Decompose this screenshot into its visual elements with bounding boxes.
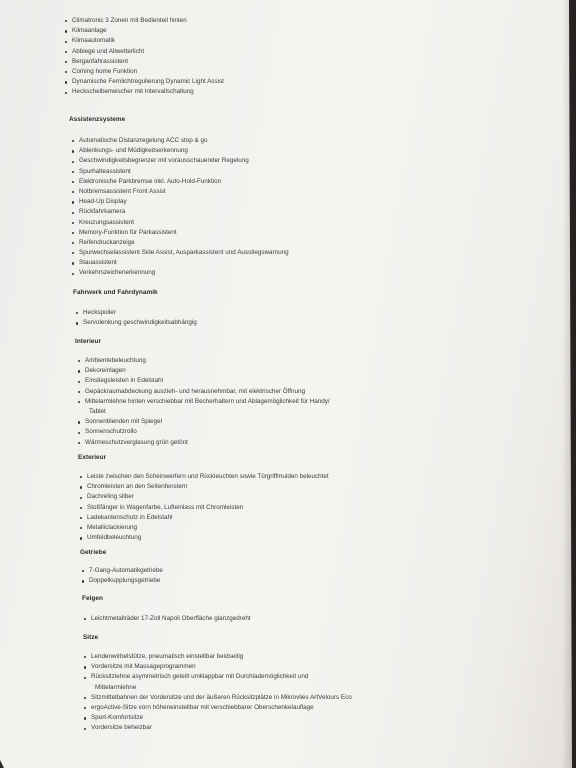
list-item: Dynamische Fernlichtregulierung Dynamic Light Assist bbox=[65, 77, 224, 87]
list-item: Tablet bbox=[89, 407, 106, 415]
list-item: Heckspoiler bbox=[76, 308, 197, 318]
list-interieur bbox=[78, 356, 330, 448]
list-item: Metalliclackierung bbox=[80, 523, 329, 533]
list-item: Sport-Komfortsitze bbox=[84, 713, 352, 723]
list-item: Geschwindigkeitsbegrenzer mit vorausschauender Regelung bbox=[72, 156, 289, 166]
list-item: Spurwechselassistent Side Assist, Ausparkassistent und Ausstiegswarnung bbox=[72, 248, 289, 258]
list-item: Elektronische Parkbremse inkl. Auto-Hold-Funktion bbox=[72, 177, 289, 187]
heading-interieur: Interieur bbox=[75, 338, 102, 345]
list-item: Coming home Funktion bbox=[65, 67, 224, 77]
list-item: Mittelarmlehne hinten verschiebbar mit Becherhaltern und Ablagemöglichkeit für Handy/ bbox=[78, 397, 330, 407]
list-fahrwerk bbox=[76, 308, 197, 328]
list-exterieur bbox=[80, 472, 329, 543]
heading-getriebe: Getriebe bbox=[80, 549, 107, 556]
list-item: Leiste zwischen den Scheinwerfern und Rückleuchten sowie Türgriffmulden beleuchtet bbox=[80, 472, 329, 482]
list-item: Mittelarmlehne bbox=[95, 683, 137, 691]
list-item: Abbiege und Allwetterlicht bbox=[65, 47, 224, 57]
list-item: Vordersitze beheizbar bbox=[84, 723, 352, 733]
list-felgen bbox=[84, 614, 251, 624]
list-item: Ambientebeleuchtung bbox=[78, 356, 330, 366]
list-item: Sonnenblenden mit Spiegel bbox=[78, 417, 330, 427]
list-item: Dachreling silber bbox=[80, 492, 329, 502]
heading-sitze: Sitze bbox=[83, 634, 99, 641]
list-sitze bbox=[84, 652, 352, 734]
list-item: Leichtmetallräder 17-Zoll Napoli Oberfläche glanzgedreht bbox=[84, 614, 251, 624]
list-item: Vordersitze mit Massageprogrammen bbox=[84, 662, 352, 672]
list-item: Doppelkupplungsgetriebe bbox=[82, 576, 163, 586]
list-item: Reifendruckanzeige bbox=[72, 238, 289, 248]
list-item: Dekoreinlagen bbox=[78, 366, 330, 376]
list-item: Klimaanlage bbox=[65, 26, 224, 36]
heading-felgen: Felgen bbox=[82, 595, 103, 602]
page-edge-shadow bbox=[562, 0, 576, 768]
list-item: Spurhalteassistent bbox=[72, 167, 289, 177]
list-item: Rückfahrkamera bbox=[72, 207, 289, 217]
list-item: Umfeldbeleuchtung bbox=[80, 533, 329, 543]
list-item: Lendenwirbelstütze, pneumatisch einstellbar beidseitig bbox=[84, 652, 352, 662]
list-item: Ladekantenschutz in Edelstahl bbox=[80, 513, 329, 523]
list-item: Rücksitzlehne asymmetrisch geteilt umklappbar mit Durchlademöglichkeit und bbox=[84, 672, 352, 682]
list-item: Stauassistent bbox=[72, 258, 289, 268]
heading-exterieur: Exterieur bbox=[78, 454, 107, 461]
list-item: Climatronic 3 Zonen mit Bedienteil hinten bbox=[65, 16, 224, 26]
list-item: Automatische Distanzregelung ACC stop & go bbox=[72, 136, 289, 146]
list-item: Stoßfänger in Wagenfarbe, Lufteinlass mit Chromleisten bbox=[80, 503, 329, 513]
list-item: Gepäckraumabdeckung auszieh- und herausnehmbar, mit elektrischer Öffnung bbox=[78, 387, 330, 397]
list-item: Chromleisten an den Seitenfenstern bbox=[80, 482, 329, 492]
list-item: Kreuzungsassistent bbox=[72, 218, 289, 228]
list-item: Einstiegsleisten in Edelstahl bbox=[78, 376, 330, 386]
list-item: Berganfahrassistent bbox=[65, 57, 224, 67]
list-item: Ablenkungs- und Müdigkeitserkennung bbox=[72, 146, 289, 156]
list-assistenz bbox=[72, 136, 289, 279]
list-item: Servolenkung geschwindigkeitsabhängig bbox=[76, 318, 197, 328]
list-item: Head-Up Display bbox=[72, 197, 289, 207]
list-item: Verkehrszeichenerkennung bbox=[72, 268, 289, 278]
heading-assistenz: Assistenzsysteme bbox=[69, 116, 126, 123]
list-item: 7-Gang-Automatikgetriebe bbox=[82, 566, 163, 576]
list-getriebe bbox=[82, 566, 163, 586]
list-item: Memory-Funktion für Parkassistent bbox=[72, 228, 289, 238]
list-item: Klimaautomatik bbox=[65, 36, 224, 46]
list-item: Sonnenschutzrollo bbox=[78, 427, 330, 437]
list-item: Notbremsassistent Front Assist bbox=[72, 187, 289, 197]
heading-fahrwerk: Fahrwerk und Fahrdynamik bbox=[73, 289, 158, 296]
list-item: ergoActive-Sitze vorn höheneinstellbar mit verschiebbarer Oberschenkelauflage bbox=[84, 703, 352, 713]
list-top bbox=[65, 16, 224, 98]
list-item: Heckscheibenwischer mit Intervallschaltung bbox=[65, 87, 224, 97]
list-item: Sitzmittelbahnen der Vordersitze und der äußeren Rücksitzplätze in Mikrovlies ArtVelours Eco bbox=[84, 693, 352, 703]
list-item: Wärmeschutzverglasung grün getönt bbox=[78, 438, 330, 448]
